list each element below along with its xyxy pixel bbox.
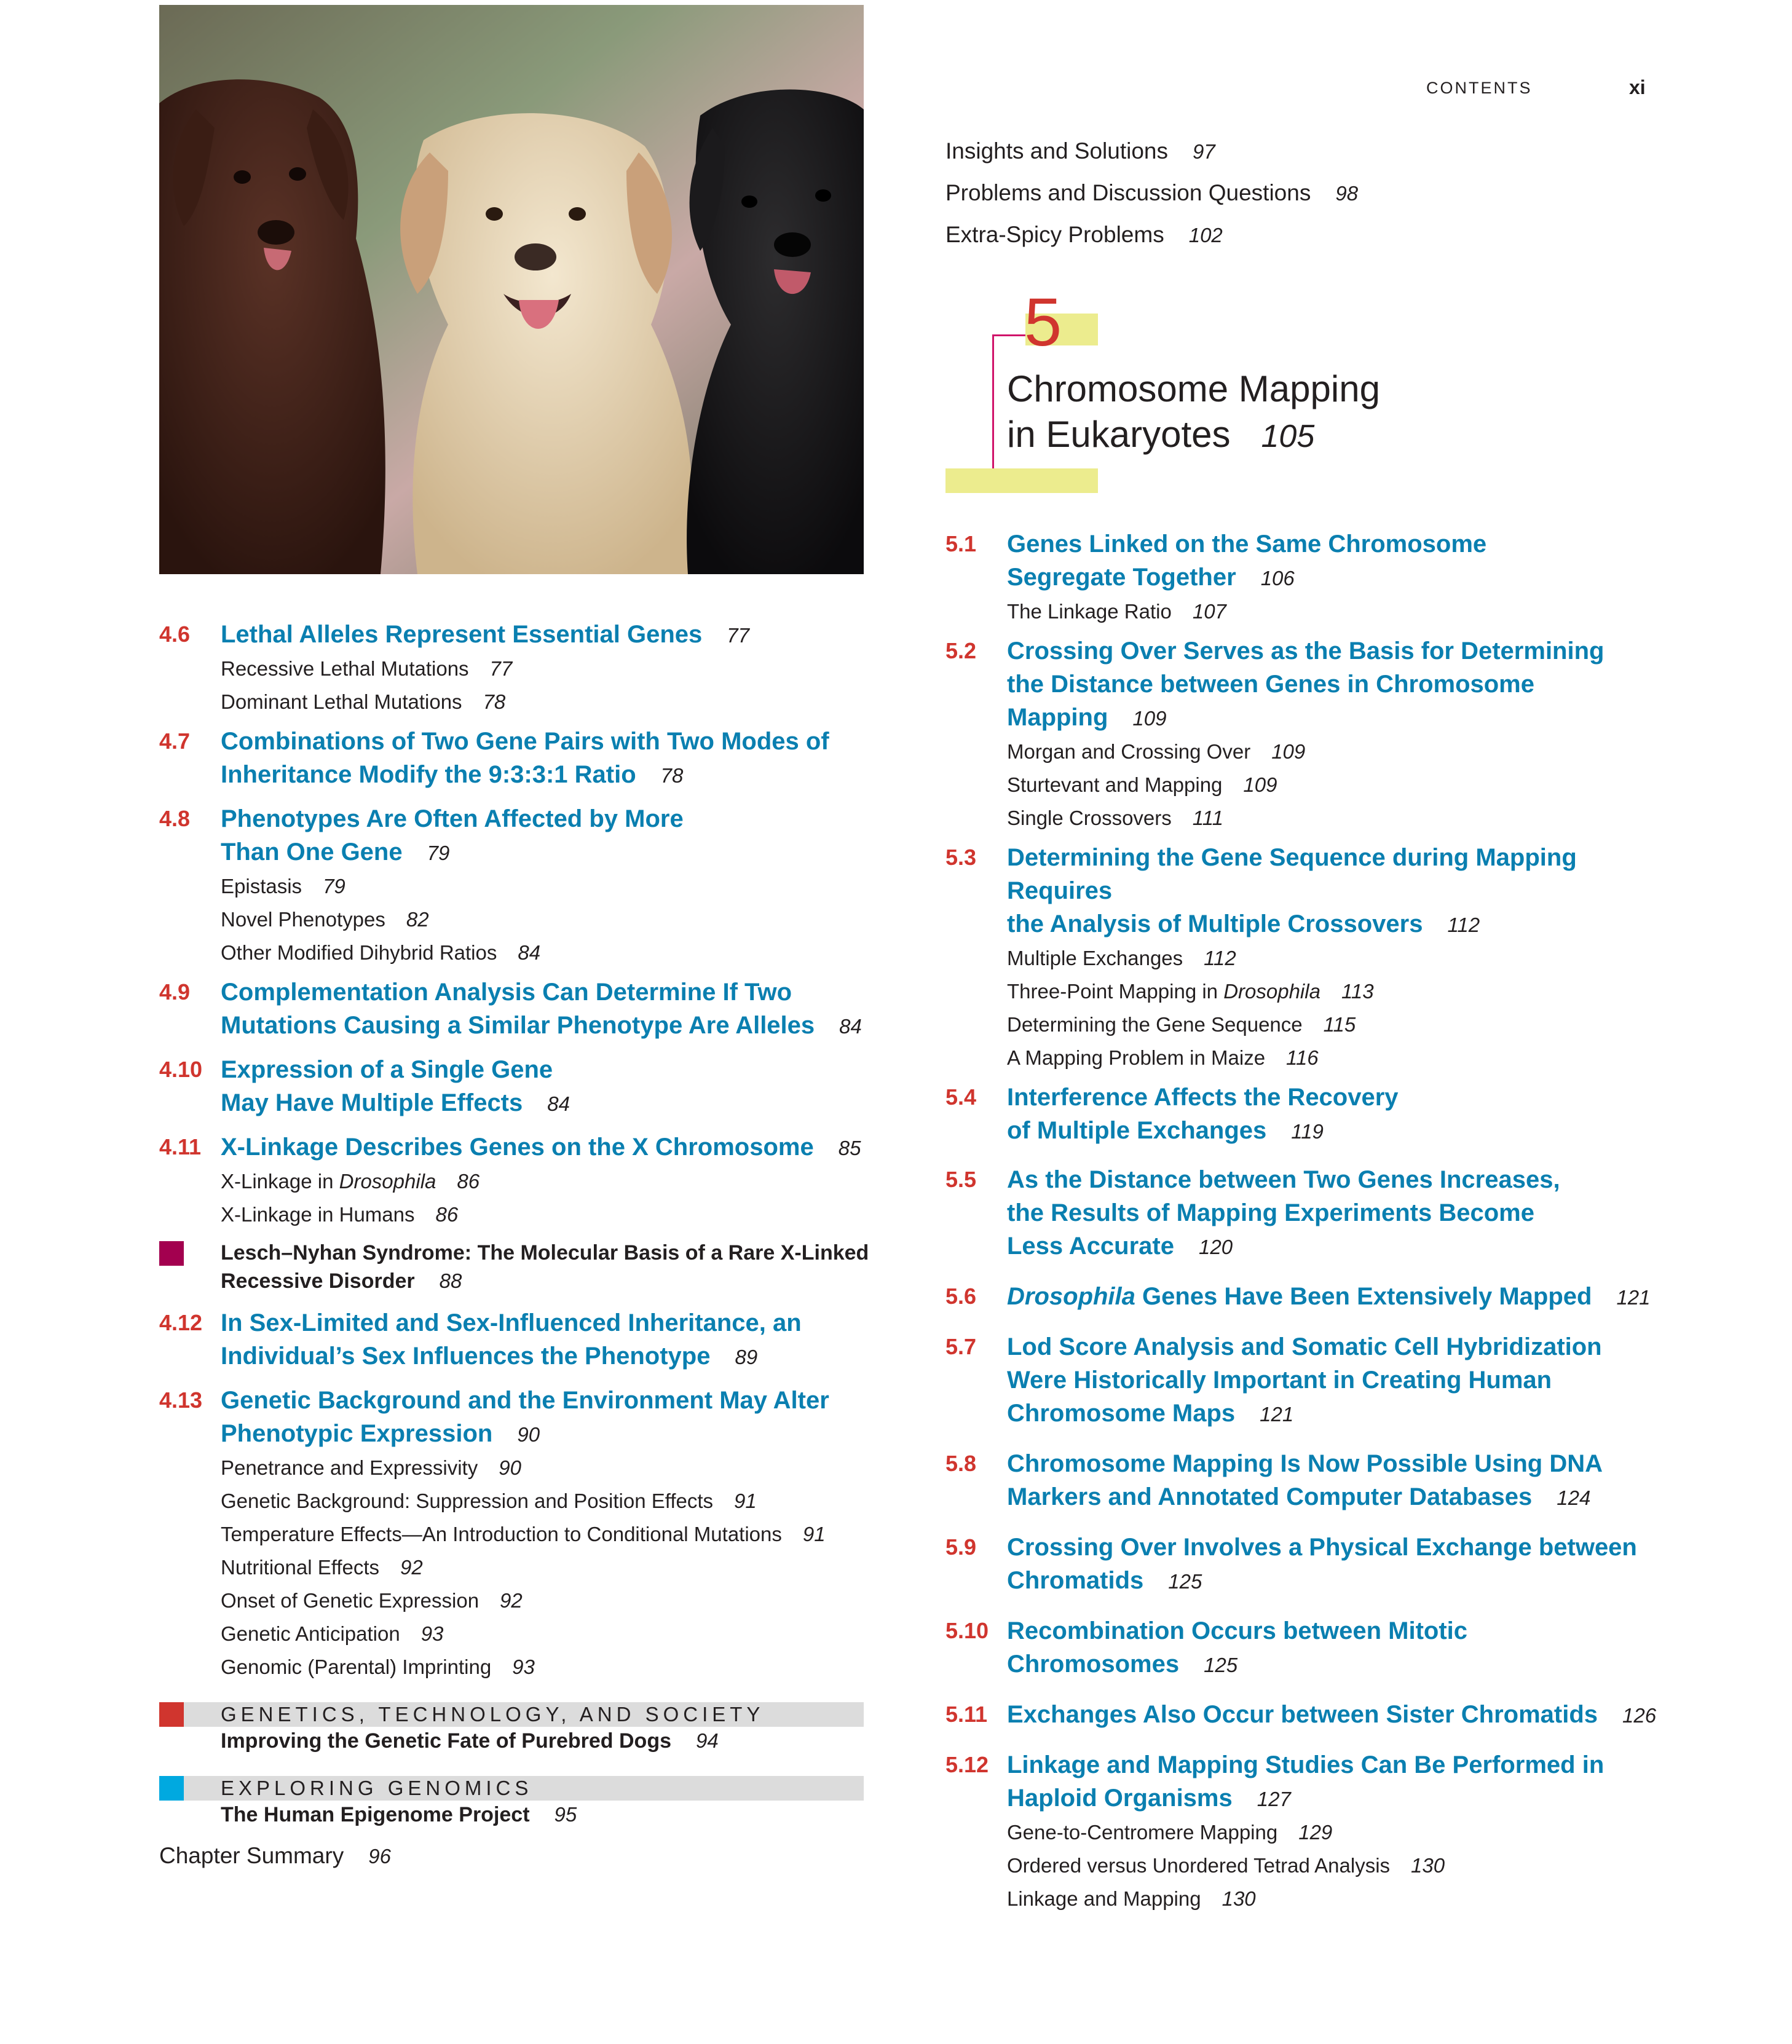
section-5-7[interactable]: [945, 1330, 1683, 1431]
section-title: Complementation Analysis Can Determine If Two Mutations Causing a Similar Phenotype Are Alleles 84: [221, 979, 862, 1039]
section-number: 5.10: [945, 1618, 989, 1643]
subsection[interactable]: Recessive Lethal Mutations 77: [221, 657, 513, 680]
subsection[interactable]: Penetrance and Expressivity 90: [221, 1456, 521, 1479]
entry-page: 98: [1335, 182, 1359, 205]
subsection[interactable]: Multiple Exchanges 112: [1007, 947, 1236, 969]
section-5-6[interactable]: [945, 1280, 1683, 1314]
section-title: Genes Linked on the Same Chromosome Segregate Together 106: [1007, 531, 1487, 591]
chapter-title-line1: Chromosome Mapping: [1007, 368, 1380, 409]
subsection[interactable]: Epistasis 79: [221, 875, 345, 898]
subsection[interactable]: Determining the Gene Sequence 115: [1007, 1013, 1356, 1036]
section-5-10[interactable]: [945, 1614, 1683, 1682]
toc-entry-extra-spicy[interactable]: [945, 214, 1683, 256]
chapter-number: 5: [1024, 285, 1062, 360]
section-number: 5.5: [945, 1167, 977, 1192]
section-number: 5.2: [945, 638, 977, 663]
running-header-label: CONTENTS: [1426, 79, 1533, 97]
subsection[interactable]: Single Crossovers 111: [1007, 807, 1223, 829]
labrador-dogs-photo: [159, 5, 864, 574]
subsection[interactable]: Genetic Background: Suppression and Position Effects 91: [221, 1490, 757, 1512]
section-title: Lethal Alleles Represent Essential Genes 77: [221, 621, 749, 648]
entry-title: Insights and Solutions: [945, 138, 1169, 164]
entry-title: Chapter Summary: [159, 1843, 344, 1868]
section-title: Expression of a Single Gene May Have Multiple Effects 84: [221, 1056, 570, 1116]
section-title: Linkage and Mapping Studies Can Be Performed in Haploid Organisms 127: [1007, 1751, 1605, 1812]
feature-box-lesch-nyhan[interactable]: [159, 1239, 872, 1295]
section-title: In Sex-Limited and Sex-Influenced Inheritance, an Individual’s Sex Influences the Phenotype 89: [221, 1309, 802, 1370]
chapter-heading[interactable]: [945, 285, 1499, 498]
section-4-10[interactable]: [159, 1053, 872, 1121]
section-number: 5.3: [945, 845, 977, 870]
subsection[interactable]: X-Linkage in Drosophila 86: [221, 1170, 480, 1193]
subsection[interactable]: Novel Phenotypes 82: [221, 908, 429, 931]
section-number: 5.6: [945, 1284, 977, 1309]
entry-page: 96: [368, 1845, 391, 1868]
section-4-13[interactable]: [159, 1384, 872, 1684]
section-number: 4.7: [159, 728, 191, 754]
section-number: 5.4: [945, 1084, 977, 1110]
feature-title: The Human Epigenome Project 95: [221, 1803, 577, 1826]
section-5-1[interactable]: [945, 527, 1683, 628]
feature-color-square: [159, 1776, 184, 1801]
section-5-4[interactable]: [945, 1081, 1683, 1148]
right-column: [945, 527, 1683, 1916]
toc-entry-insights[interactable]: [945, 130, 1683, 172]
subsection[interactable]: Sturtevant and Mapping 109: [1007, 773, 1277, 796]
section-number: 4.12: [159, 1310, 203, 1335]
section-title: X-Linkage Describes Genes on the X Chromosome 85: [221, 1134, 861, 1161]
section-4-12[interactable]: [159, 1306, 872, 1374]
subsection[interactable]: Linkage and Mapping 130: [1007, 1887, 1256, 1910]
section-title: Combinations of Two Gene Pairs with Two Modes of Inheritance Modify the 9:3:3:1 Ratio 78: [221, 728, 829, 788]
section-5-2[interactable]: [945, 634, 1683, 835]
section-number: 5.1: [945, 531, 977, 556]
subsection[interactable]: Genomic (Parental) Imprinting 93: [221, 1655, 535, 1678]
section-4-7[interactable]: [159, 725, 872, 792]
section-title: Crossing Over Serves as the Basis for Determining the Distance between Genes in Chromosome Mapping 109: [1007, 637, 1605, 731]
subsection[interactable]: Other Modified Dihybrid Ratios 84: [221, 941, 541, 964]
section-5-5[interactable]: [945, 1163, 1683, 1264]
subsection[interactable]: Ordered versus Unordered Tetrad Analysis 130: [1007, 1854, 1445, 1877]
chapter-title-line2: in Eukaryotes: [1007, 414, 1231, 455]
feature-label: EXPLORING GENOMICS: [221, 1777, 533, 1799]
subsection[interactable]: The Linkage Ratio 107: [1007, 600, 1226, 623]
left-column: [159, 618, 872, 1877]
entry-title: Extra-Spicy Problems: [945, 222, 1164, 247]
section-title: Exchanges Also Occur between Sister Chromatids 126: [1007, 1701, 1657, 1728]
subsection[interactable]: Gene-to-Centromere Mapping 129: [1007, 1821, 1333, 1844]
entry-page: 97: [1193, 140, 1215, 163]
chapter-title: [1007, 366, 1380, 459]
chapter-rule-horizontal: [992, 334, 1025, 336]
subsection[interactable]: Nutritional Effects 92: [221, 1556, 423, 1579]
toc-entry-chapter-summary[interactable]: [159, 1835, 872, 1877]
feature-color-square: [159, 1702, 184, 1727]
subsection[interactable]: X-Linkage in Humans 86: [221, 1203, 459, 1226]
section-number: 5.7: [945, 1334, 977, 1359]
section-5-3[interactable]: [945, 841, 1683, 1075]
section-number: 5.12: [945, 1752, 989, 1777]
feature-title: Improving the Genetic Fate of Purebred Dogs 94: [221, 1729, 719, 1753]
chapter-rule-vertical: [992, 334, 994, 468]
feature-label: GENETICS, TECHNOLOGY, AND SOCIETY: [221, 1703, 765, 1726]
section-title: Interference Affects the Recovery of Multiple Exchanges 119: [1007, 1084, 1399, 1144]
section-title: Chromosome Mapping Is Now Possible Using DNA Markers and Annotated Computer Databases 124: [1007, 1450, 1603, 1510]
section-5-12[interactable]: [945, 1748, 1683, 1916]
section-4-11[interactable]: [159, 1131, 872, 1231]
section-title: Lod Score Analysis and Somatic Cell Hybridization Were Historically Important in Creating Human Chromosome Maps 121: [1007, 1333, 1602, 1427]
feature-color-square: [159, 1241, 184, 1266]
section-number: 4.10: [159, 1057, 203, 1082]
feature-title: Lesch–Nyhan Syndrome: The Molecular Basis of a Rare X-Linked Recessive Disorder 88: [221, 1241, 869, 1293]
section-number: 4.11: [159, 1134, 202, 1159]
section-number: 4.6: [159, 621, 191, 647]
section-number: 5.11: [945, 1702, 988, 1727]
feature-box-exploring-genomics[interactable]: [159, 1776, 872, 1829]
chapter-page: 105: [1261, 419, 1315, 454]
section-5-11[interactable]: [945, 1698, 1683, 1732]
entry-page: 102: [1188, 224, 1223, 247]
chapter-bottom-highlight: [945, 468, 1098, 493]
section-title: As the Distance between Two Genes Increases, the Results of Mapping Experiments Become Less Accurate 120: [1007, 1166, 1560, 1260]
feature-box-genetics-technology-society[interactable]: [159, 1702, 872, 1755]
section-title: Drosophila Genes Have Been Extensively Mapped 121: [1007, 1283, 1651, 1310]
section-4-6[interactable]: [159, 618, 872, 719]
section-title: Recombination Occurs between Mitotic Chromosomes 125: [1007, 1617, 1468, 1678]
subsection[interactable]: Three-Point Mapping in Drosophila 113: [1007, 980, 1374, 1003]
section-4-9[interactable]: [159, 976, 872, 1043]
section-title: Phenotypes Are Often Affected by More Than One Gene 79: [221, 805, 684, 866]
section-5-8[interactable]: [945, 1447, 1683, 1515]
subsection[interactable]: Dominant Lethal Mutations 78: [221, 690, 506, 713]
section-number: 5.8: [945, 1451, 977, 1476]
page-number: xi: [1629, 76, 1646, 98]
section-number: 4.13: [159, 1387, 203, 1413]
section-number: 4.8: [159, 806, 191, 831]
section-5-9[interactable]: [945, 1531, 1683, 1598]
subsection[interactable]: Onset of Genetic Expression 92: [221, 1589, 523, 1612]
toc-entry-problems[interactable]: [945, 172, 1683, 214]
subsection[interactable]: Morgan and Crossing Over 109: [1007, 740, 1306, 763]
subsection[interactable]: A Mapping Problem in Maize 116: [1007, 1046, 1319, 1069]
subsection[interactable]: Temperature Effects—An Introduction to Conditional Mutations 91: [221, 1523, 826, 1545]
section-number: 4.9: [159, 979, 191, 1004]
entry-title: Problems and Discussion Questions: [945, 180, 1311, 205]
section-title: Crossing Over Involves a Physical Exchange between Chromatids 125: [1007, 1534, 1637, 1594]
section-title: Genetic Background and the Environment May Alter Phenotypic Expression 90: [221, 1387, 829, 1447]
section-title: Determining the Gene Sequence during Mapping Requires the Analysis of Multiple Crossovers 112: [1007, 844, 1577, 937]
section-number: 5.9: [945, 1534, 977, 1560]
section-4-8[interactable]: [159, 802, 872, 969]
subsection[interactable]: Genetic Anticipation 93: [221, 1622, 444, 1645]
